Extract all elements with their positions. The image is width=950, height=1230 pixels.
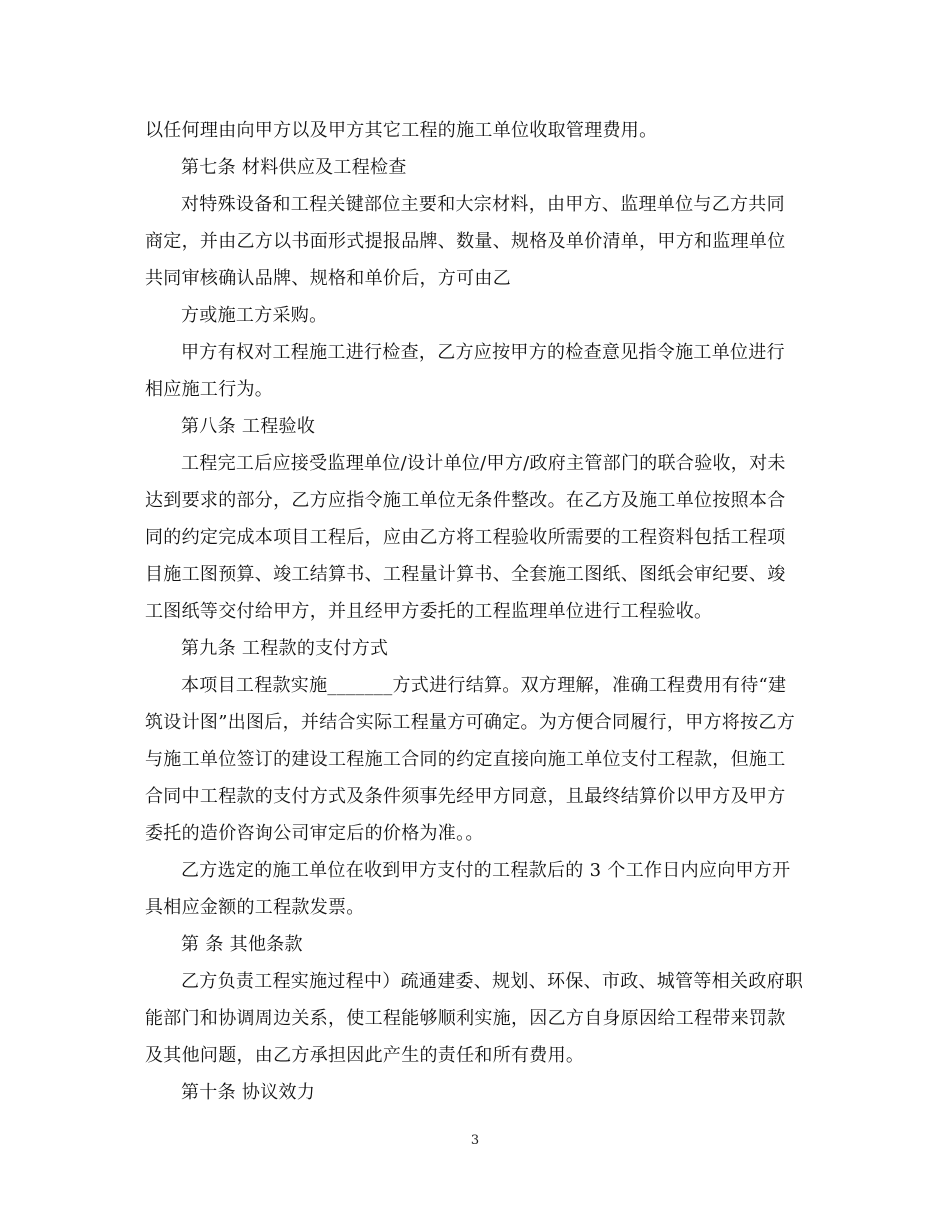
- text-line: 与施工单位签订的建设工程施工合同的约定直接向施工单位支付工程款，但施工: [145, 749, 786, 770]
- section-heading: 第十条 协议效力: [181, 1082, 316, 1103]
- text-line: 共同审核确认品牌、规格和单价后，方可由乙: [145, 268, 511, 289]
- text-line: 本项目工程款实施_______方式进行结算。双方理解，准确工程费用有待“建: [181, 675, 787, 696]
- text-line: 以任何理由向甲方以及甲方其它工程的施工单位收取管理费用。: [145, 120, 658, 141]
- section-heading: 第 条 其他条款: [181, 934, 303, 955]
- text-line: 工程完工后应接受监理单位/设计单位/甲方/政府主管部门的联合验收，对未: [181, 453, 786, 474]
- text-line: 及其他问题，由乙方承担因此产生的责任和所有费用。: [145, 1045, 585, 1066]
- text-line: 筑设计图”出图后，并结合实际工程量方可确定。为方便合同履行，甲方将按乙方: [145, 712, 795, 733]
- text-line: 乙方选定的施工单位在收到甲方支付的工程款后的 3 个工作日内应向甲方开: [181, 860, 791, 881]
- text-line: 对特殊设备和工程关键部位主要和大宗材料，由甲方、监理单位与乙方共同: [181, 194, 785, 215]
- section-heading: 第九条 工程款的支付方式: [181, 638, 389, 659]
- text-line: 同的约定完成本项目工程后，应由乙方将工程验收所需要的工程资料包括工程项: [145, 527, 786, 548]
- section-heading: 第八条 工程验收: [181, 416, 316, 437]
- text-line: 合同中工程款的支付方式及条件须事先经甲方同意，且最终结算价以甲方及甲方: [145, 786, 786, 807]
- text-line: 方或施工方采购。: [181, 305, 328, 326]
- page-number: 3: [470, 1133, 480, 1148]
- text-line: 达到要求的部分，乙方应指令施工单位无条件整改。在乙方及施工单位按照本合: [145, 490, 786, 511]
- document-body: [145, 112, 810, 1111]
- section-heading: 第七条 材料供应及工程检查: [181, 157, 407, 178]
- text-line: 能部门和协调周边关系，使工程能够顺利实施，因乙方自身原因给工程带来罚款: [145, 1008, 786, 1029]
- text-line: 甲方有权对工程施工进行检查，乙方应按甲方的检查意见指令施工单位进行: [181, 342, 785, 363]
- text-line: 相应施工行为。: [145, 379, 274, 400]
- text-line: 工图纸等交付给甲方，并且经甲方委托的工程监理单位进行工程验收。: [145, 601, 713, 622]
- text-line: 具相应金额的工程款发票。: [145, 897, 365, 918]
- text-line: 目施工图预算、竣工结算书、工程量计算书、全套施工图纸、图纸会审纪要、竣: [145, 564, 786, 585]
- text-line: 乙方负责工程实施过程中）疏通建委、规划、环保、市政、城管等相关政府职: [181, 971, 804, 992]
- text-line: 委托的造价咨询公司审定后的价格为准。。: [145, 823, 484, 844]
- text-line: 商定，并由乙方以书面形式提报品牌、数量、规格及单价清单，甲方和监理单位: [145, 231, 786, 252]
